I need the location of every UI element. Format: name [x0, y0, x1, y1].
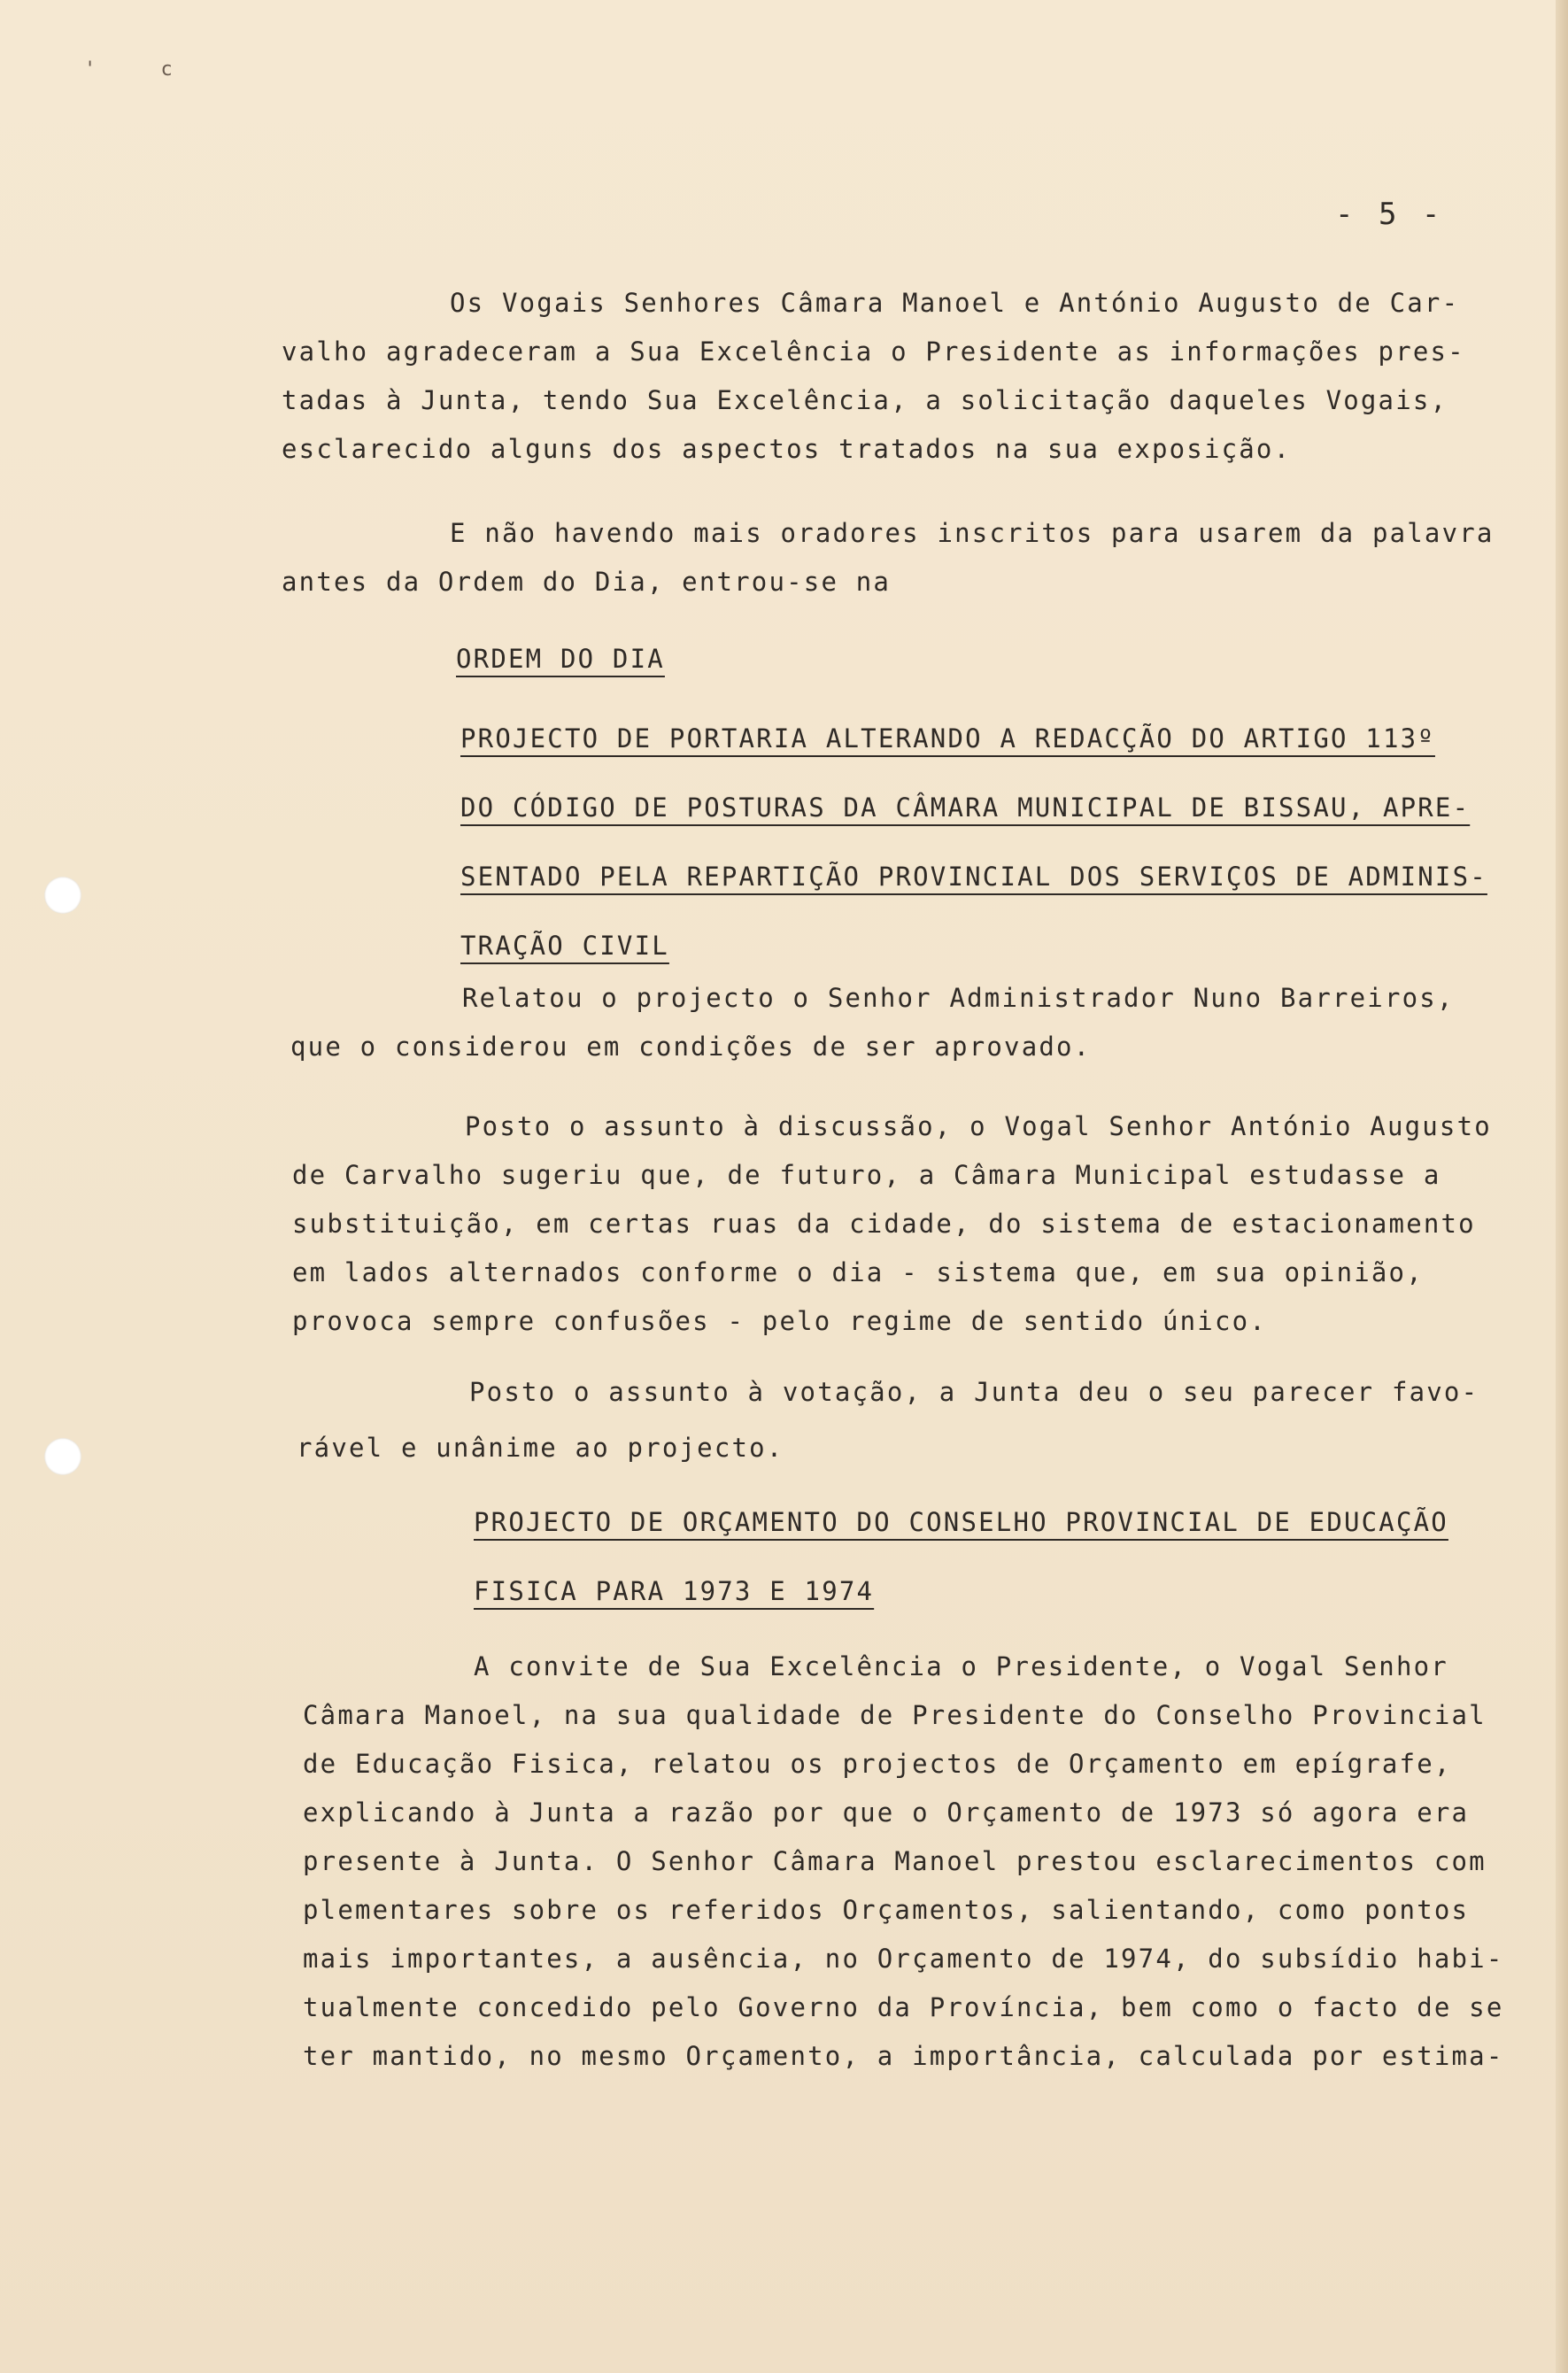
- paragraph-6-body: Câmara Manoel, na sua qualidade de Presidente do Conselho Provincial de Educação Fisica, relatou os projectos de Orçamento em epígrafe, explicando à Junta a razão por que o Orçamento de 1973 só agora era presente à Junta. O Senhor Câmara Manoel prestou esclarecimentos com plementares sobre os referidos Orçamentos, salientando, como pontos mais importantes, a ausência, no Orçamento de 1974, do subsídio habi- tualmente concedido pelo Governo da Província, bem como o facto de se ter mantido, no mesmo Orçamento, a importância, calculada por estima-: [303, 1700, 1504, 2071]
- paragraph-6-first-line: A convite de Sua Excelência o Presidente, o Vogal Senhor: [474, 1651, 1448, 1681]
- paragraph-1-body: valho agradeceram a Sua Excelência o Presidente as informações pres- tadas à Junta, tendo Sua Excelência, a solicitação daqueles Vogais, esclarecido alguns dos aspectos tratados na sua exposição.: [282, 336, 1465, 464]
- paragraph-2-first-line: E não havendo mais oradores inscritos para usarem da palavra: [450, 518, 1495, 548]
- paragraph-1-first-line: Os Vogais Senhores Câmara Manoel e António Augusto de Car-: [450, 288, 1460, 318]
- punch-hole-bottom: [44, 1438, 81, 1475]
- paragraph-4-first-line: Posto o assunto à discussão, o Vogal Senhor António Augusto: [465, 1111, 1492, 1141]
- corner-marks: ' c: [84, 58, 199, 81]
- paragraph-5-body: rável e unânime ao projecto.: [297, 1433, 784, 1463]
- page-number: - 5 -: [1335, 197, 1444, 232]
- paragraph-4-body: de Carvalho sugeriu que, de futuro, a Câmara Municipal estudasse a substituição, em certas ruas da cidade, do sistema de estacionamento em lados alternados conforme o dia - sistema que, em sua opinião, provoca sempre confusões - pelo regime de sentido único.: [292, 1160, 1476, 1336]
- heading-projecto-orcamento: PROJECTO DE ORÇAMENTO DO CONSELHO PROVINCIAL DE EDUCAÇÃO FISICA PARA 1973 E 1974: [474, 1507, 1448, 1606]
- paper-edge: [1556, 0, 1568, 2373]
- paragraph-3-body: que o considerou em condições de ser aprovado.: [290, 1032, 1092, 1062]
- punch-hole-top: [44, 877, 81, 914]
- heading-projecto-portaria: PROJECTO DE PORTARIA ALTERANDO A REDACÇÃO DO ARTIGO 113º DO CÓDIGO DE POSTURAS DA CÂMARA MUNICIPAL DE BISSAU, APRE- SENTADO PELA REPARTIÇÃO PROVINCIAL DOS SERVIÇOS DE ADMINIS- TRAÇÃO CIVIL: [460, 723, 1487, 961]
- paragraph-3-first-line: Relatou o projecto o Senhor Administrador Nuno Barreiros,: [462, 983, 1455, 1013]
- paragraph-2-body: antes da Ordem do Dia, entrou-se na: [282, 567, 892, 597]
- paragraph-5-first-line: Posto o assunto à votação, a Junta deu o seu parecer favo-: [469, 1377, 1479, 1407]
- heading-ordem-do-dia: ORDEM DO DIA: [456, 644, 665, 674]
